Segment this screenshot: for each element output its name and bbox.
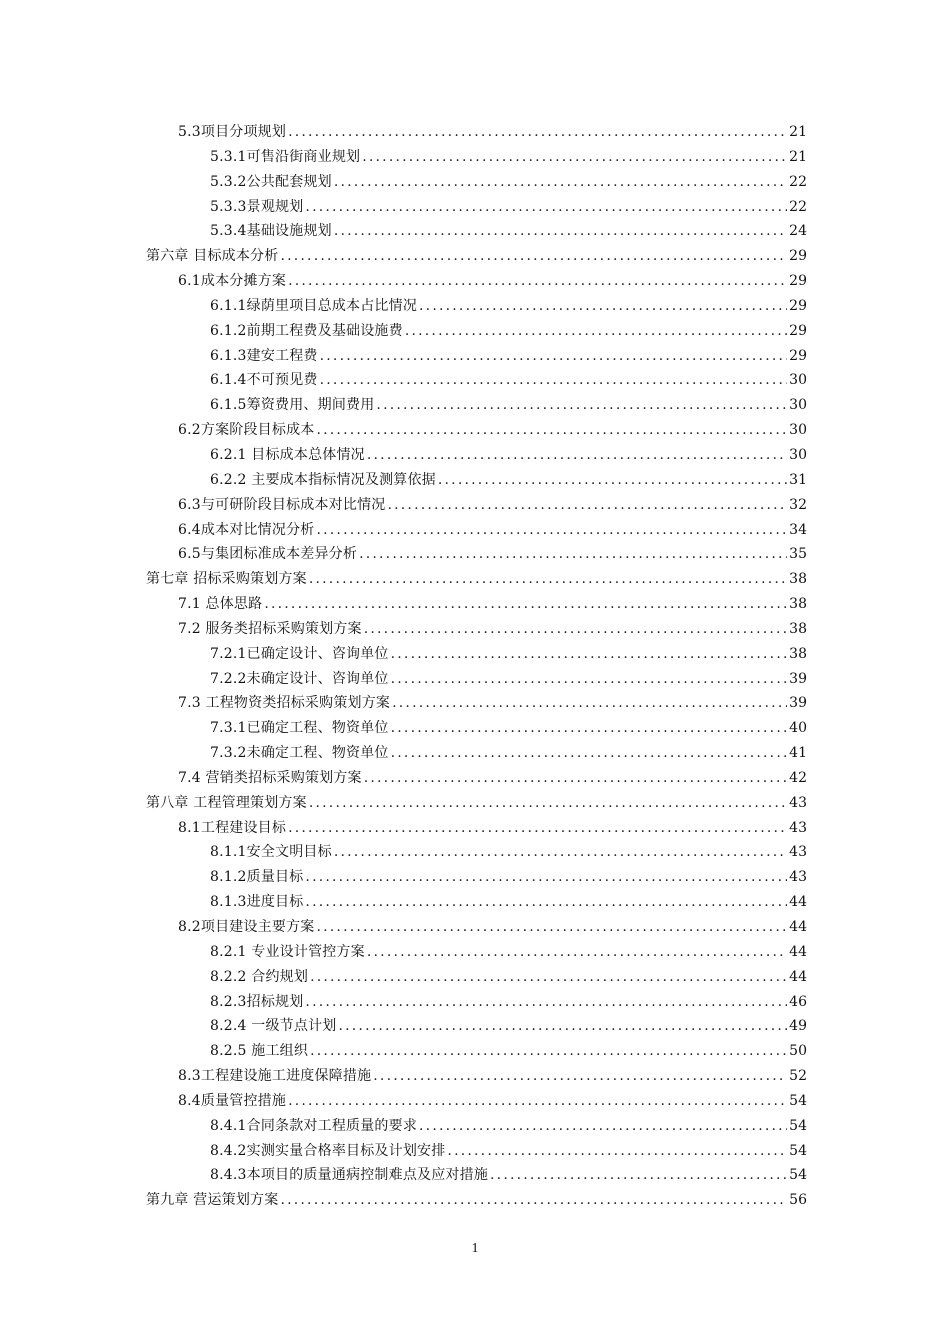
toc-entry-page: 21 xyxy=(789,148,807,165)
dot-leader xyxy=(334,219,787,244)
toc-entry-page: 22 xyxy=(789,173,807,190)
toc-entry-page: 29 xyxy=(789,297,807,314)
dot-leader xyxy=(288,1089,787,1114)
toc-entry-page: 38 xyxy=(789,645,807,662)
toc-entry-title: 8.2.3招标规划 xyxy=(210,993,304,1010)
dot-leader xyxy=(316,518,787,543)
toc-entry-page: 31 xyxy=(789,471,807,488)
toc-entry[interactable] xyxy=(0,294,950,319)
toc-entry[interactable] xyxy=(0,816,950,841)
toc-entry-title: 7.2 服务类招标采购策划方案 xyxy=(178,620,362,637)
toc-entry[interactable] xyxy=(0,542,950,567)
dot-leader xyxy=(387,493,787,518)
toc-entry-title: 5.3项目分项规划 xyxy=(178,124,287,140)
toc-entry[interactable] xyxy=(0,319,950,344)
toc-entry-title: 5.3.4基础设施规划 xyxy=(210,223,332,240)
toc-entry[interactable] xyxy=(0,120,950,145)
toc-entry-title: 第八章 工程管理策划方案 xyxy=(146,794,307,811)
toc-entry-title: 第七章 招标采购策划方案 xyxy=(146,571,307,588)
toc-entry-title: 7.4 营销类招标采购策划方案 xyxy=(178,769,362,786)
dot-leader xyxy=(305,990,787,1015)
toc-entry[interactable] xyxy=(0,990,950,1015)
dot-leader xyxy=(309,791,787,816)
toc-entry[interactable] xyxy=(0,1089,950,1114)
toc-entry[interactable] xyxy=(0,1064,950,1089)
toc-entry-page: 54 xyxy=(789,1167,807,1184)
toc-entry-page: 29 xyxy=(789,273,807,290)
toc-entry-title: 6.2.2 主要成本指标情况及测算依据 xyxy=(210,471,436,488)
toc-entry-title: 6.2.1 目标成本总体情况 xyxy=(210,446,365,463)
toc-entry-title: 6.1.2前期工程费及基础设施费 xyxy=(210,322,403,339)
toc-entry-title: 8.2.2 合约规划 xyxy=(210,968,309,985)
dot-leader xyxy=(447,1139,787,1164)
dot-leader xyxy=(320,344,787,369)
toc-entry[interactable] xyxy=(0,443,950,468)
toc-entry-title: 8.1.2质量目标 xyxy=(210,869,304,886)
toc-entry-title: 第六章 目标成本分析 xyxy=(146,248,279,265)
toc-entry[interactable] xyxy=(0,418,950,443)
toc-entry-title: 6.3与可研阶段目标成本对比情况 xyxy=(178,496,386,513)
dot-leader xyxy=(288,120,787,145)
toc-entry-page: 56 xyxy=(789,1192,807,1209)
toc-entry-title: 7.3 工程物资类招标采购策划方案 xyxy=(178,695,391,712)
toc-entry-page: 44 xyxy=(789,943,807,960)
toc-entry-page: 29 xyxy=(789,322,807,339)
toc-entry[interactable] xyxy=(0,840,950,865)
toc-entry[interactable] xyxy=(0,716,950,741)
toc-entry[interactable] xyxy=(0,617,950,642)
toc-entry[interactable] xyxy=(0,219,950,244)
toc-entry-page: 43 xyxy=(789,794,807,811)
toc-entry[interactable] xyxy=(0,965,950,990)
toc-entry-page: 39 xyxy=(789,670,807,687)
toc-entry[interactable] xyxy=(0,368,950,393)
toc-entry-title: 5.3.3景观规划 xyxy=(210,198,304,215)
toc-entry[interactable] xyxy=(0,592,950,617)
toc-entry[interactable] xyxy=(0,1114,950,1139)
toc-entry[interactable] xyxy=(0,915,950,940)
toc-entry-page: 24 xyxy=(789,223,807,240)
dot-leader xyxy=(490,1163,787,1188)
toc-entry-title: 第九章 营运策划方案 xyxy=(146,1192,279,1209)
toc-entry-title: 6.1.1绿荫里项目总成本占比情况 xyxy=(210,297,418,314)
dot-leader xyxy=(288,269,787,294)
dot-leader xyxy=(405,319,787,344)
toc-entry-title: 8.2.5 施工组织 xyxy=(210,1043,309,1060)
toc-entry[interactable] xyxy=(0,170,950,195)
toc-entry-title: 8.2项目建设主要方案 xyxy=(178,919,315,935)
dot-leader xyxy=(391,667,787,692)
dot-leader xyxy=(334,840,787,865)
toc-entry-title: 8.4质量管控措施 xyxy=(178,1092,287,1109)
toc-entry[interactable] xyxy=(0,940,950,965)
toc-entry-title: 8.1工程建设目标 xyxy=(178,819,287,836)
toc-entry-page: 38 xyxy=(789,620,807,637)
dot-leader xyxy=(419,294,787,319)
toc-entry-title: 8.3工程建设施工进度保障措施 xyxy=(178,1068,372,1085)
toc-entry-title: 8.4.3本项目的质量通病控制难点及应对措施 xyxy=(210,1167,489,1184)
toc-entry-page: 42 xyxy=(789,769,807,786)
toc-entry-page: 43 xyxy=(789,869,807,886)
toc-entry[interactable] xyxy=(0,1014,950,1039)
dot-leader xyxy=(438,468,787,493)
dot-leader xyxy=(316,915,787,940)
toc-entry-title: 8.1.1安全文明目标 xyxy=(210,844,332,861)
toc-entry-page: 41 xyxy=(789,745,807,762)
dot-leader xyxy=(392,691,787,716)
dot-leader xyxy=(391,741,787,766)
toc-entry-page: 49 xyxy=(789,1018,807,1035)
toc-entry-page: 39 xyxy=(789,695,807,712)
toc-entry[interactable] xyxy=(0,1039,950,1064)
dot-leader xyxy=(280,1188,787,1213)
dot-leader xyxy=(391,716,787,741)
toc-entry[interactable] xyxy=(0,1139,950,1164)
dot-leader xyxy=(320,368,787,393)
dot-leader xyxy=(305,865,787,890)
dot-leader xyxy=(419,1114,787,1139)
dot-leader xyxy=(310,1039,787,1064)
toc-entry[interactable] xyxy=(0,1188,950,1213)
toc-entry[interactable] xyxy=(0,567,950,592)
toc-entry-title: 8.2.4 一级节点计划 xyxy=(210,1018,337,1035)
dot-leader xyxy=(305,890,787,915)
toc-entry-title: 7.3.1已确定工程、物资单位 xyxy=(210,720,389,737)
toc-entry-page: 30 xyxy=(789,446,807,463)
dot-leader xyxy=(364,617,787,642)
toc-entry[interactable] xyxy=(0,890,950,915)
page-number: 1 xyxy=(471,1241,479,1256)
toc-entry-title: 8.2.1 专业设计管控方案 xyxy=(210,943,365,960)
dot-leader xyxy=(264,592,787,617)
toc-entry-title: 7.3.2未确定工程、物资单位 xyxy=(210,745,389,762)
toc-entry-title: 8.1.3进度目标 xyxy=(210,894,304,911)
toc-entry-page: 40 xyxy=(789,720,807,737)
toc-entry[interactable] xyxy=(0,344,950,369)
dot-leader xyxy=(305,195,787,220)
toc-entry[interactable] xyxy=(0,865,950,890)
toc-entry-page: 54 xyxy=(789,1142,807,1159)
toc-entry-title: 8.4.2实测实量合格率目标及计划安排 xyxy=(210,1142,446,1159)
toc-entry-page: 44 xyxy=(789,919,807,935)
dot-leader xyxy=(373,1064,787,1089)
toc-entry[interactable] xyxy=(0,667,950,692)
dot-leader xyxy=(334,170,787,195)
toc-entry-title: 8.4.1合同条款对工程质量的要求 xyxy=(210,1117,418,1134)
toc-entry-title: 6.1.3建安工程费 xyxy=(210,347,318,364)
toc-entry-page: 38 xyxy=(789,596,807,613)
table-of-contents xyxy=(0,120,950,1213)
dot-leader xyxy=(364,766,787,791)
toc-entry-title: 7.2.1已确定设计、咨询单位 xyxy=(210,645,389,662)
toc-entry-title: 6.4成本对比情况分析 xyxy=(178,521,315,538)
toc-entry[interactable] xyxy=(0,269,950,294)
toc-entry[interactable] xyxy=(0,493,950,518)
toc-entry-title: 6.1.4不可预见费 xyxy=(210,372,318,389)
dot-leader xyxy=(338,1014,787,1039)
toc-entry-page: 32 xyxy=(789,496,807,513)
toc-entry[interactable] xyxy=(0,1163,950,1188)
toc-entry-title: 5.3.2公共配套规划 xyxy=(210,173,332,190)
toc-entry-page: 29 xyxy=(789,347,807,364)
toc-entry-page: 46 xyxy=(789,993,807,1010)
dot-leader xyxy=(310,965,787,990)
toc-entry-title: 6.1.5筹资费用、期间费用 xyxy=(210,397,375,414)
toc-entry-title: 6.5与集团标准成本差异分析 xyxy=(178,546,358,563)
toc-entry[interactable] xyxy=(0,518,950,543)
dot-leader xyxy=(367,443,787,468)
dot-leader xyxy=(288,816,787,841)
dot-leader xyxy=(280,244,787,269)
toc-entry-title: 5.3.1可售沿街商业规划 xyxy=(210,148,361,165)
toc-entry-page: 54 xyxy=(789,1117,807,1134)
dot-leader xyxy=(367,940,787,965)
toc-entry[interactable] xyxy=(0,766,950,791)
dot-leader xyxy=(316,418,787,443)
toc-entry-title: 6.1成本分摊方案 xyxy=(178,273,287,290)
dot-leader xyxy=(309,567,787,592)
toc-entry-page: 34 xyxy=(789,521,807,538)
toc-entry-page: 44 xyxy=(789,968,807,985)
toc-entry[interactable] xyxy=(0,244,950,269)
toc-entry-page: 50 xyxy=(789,1043,807,1060)
toc-entry-title: 6.2方案阶段目标成本 xyxy=(178,422,315,439)
toc-entry[interactable] xyxy=(0,195,950,220)
toc-entry-page: 35 xyxy=(789,546,807,563)
toc-entry-page: 21 xyxy=(789,124,807,140)
toc-entry[interactable] xyxy=(0,145,950,170)
toc-entry-page: 30 xyxy=(789,397,807,414)
toc-entry-page: 43 xyxy=(789,819,807,836)
toc-entry[interactable] xyxy=(0,393,950,418)
toc-entry[interactable] xyxy=(0,791,950,816)
toc-entry[interactable] xyxy=(0,691,950,716)
toc-entry-page: 22 xyxy=(789,198,807,215)
toc-entry-page: 44 xyxy=(789,894,807,911)
toc-entry-page: 52 xyxy=(789,1068,807,1085)
toc-entry[interactable] xyxy=(0,468,950,493)
dot-leader xyxy=(359,542,787,567)
dot-leader xyxy=(376,393,787,418)
toc-entry-page: 29 xyxy=(789,248,807,265)
dot-leader xyxy=(362,145,787,170)
dot-leader xyxy=(391,642,787,667)
toc-entry-title: 7.1 总体思路 xyxy=(178,596,263,613)
toc-entry-page: 43 xyxy=(789,844,807,861)
toc-entry-page: 38 xyxy=(789,571,807,588)
toc-entry-page: 30 xyxy=(789,422,807,439)
toc-entry[interactable] xyxy=(0,642,950,667)
toc-entry[interactable] xyxy=(0,741,950,766)
toc-entry-page: 30 xyxy=(789,372,807,389)
toc-entry-title: 7.2.2未确定设计、咨询单位 xyxy=(210,670,389,687)
toc-entry-page: 54 xyxy=(789,1092,807,1109)
